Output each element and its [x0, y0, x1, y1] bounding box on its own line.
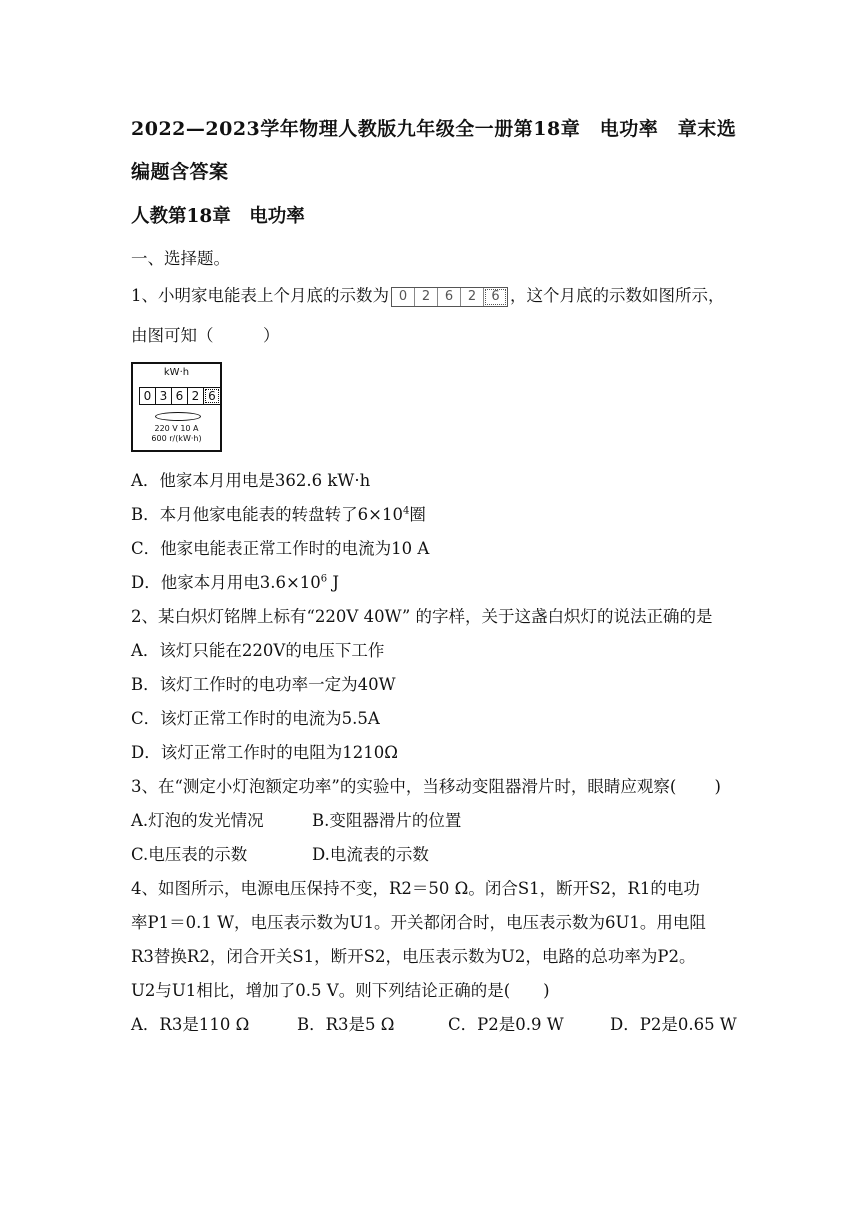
question-3-option-d: D.电流表的示数: [312, 845, 429, 864]
question-4-line3: R3替换R2，闭合开关S1，断开S2，电压表示数为U2，电路的总功率为P2。: [131, 947, 696, 966]
digit: 6: [485, 289, 506, 305]
last-month-reading: [391, 287, 508, 307]
question-3-option-b: B.变阻器滑片的位置: [312, 811, 462, 830]
question-3-options-ab: [131, 810, 461, 832]
meter-disk: [155, 412, 201, 421]
question-4-line1: 4、如图所示，电源电压保持不变，R2＝50 Ω。闭合S1，断开S2，R1的电功: [131, 879, 700, 898]
question-4-line2: 率P1＝0.1 W，电压表示数为U1。开关都闭合时，电压表示数为6U1。用电阻: [131, 913, 706, 932]
question-2-option-b: B．该灯工作时的电功率一定为40W: [131, 675, 396, 694]
question-4-option-c: C．P2是0.9 W: [448, 1015, 564, 1034]
question-4-option-d: D．P2是0.65 W: [610, 1015, 737, 1034]
question-1-option-b: B．本月他家电能表的转盘转了$6\times 10^4$圈: [131, 505, 426, 524]
meter-reading: [139, 387, 221, 405]
digit: 0: [140, 388, 156, 404]
question-4-options: [131, 1014, 737, 1036]
digit: 2: [415, 288, 438, 306]
question-1-option-c: C．他家电能表正常工作时的电流为10 A: [131, 539, 430, 558]
question-4-option-a: A．R3是110 Ω: [131, 1015, 250, 1034]
digit: 3: [156, 388, 172, 404]
question-4-option-b: B．R3是5 Ω: [297, 1015, 395, 1034]
question-1-line2: 由图可知（ ）: [131, 326, 280, 345]
digit: 2: [188, 388, 204, 404]
digit: 6: [172, 388, 188, 404]
document-title-line1: 2022—2023学年物理人教版九年级全一册第18章 电功率 章末选: [131, 118, 737, 140]
document-title-line2: 编题含答案: [131, 161, 229, 183]
part-heading: 一、选择题。: [131, 249, 230, 268]
question-2-option-d: D．该灯正常工作时的电阻为1210Ω: [131, 743, 398, 762]
section-title: 人教第18章 电功率: [131, 206, 305, 227]
question-1-text: 1、小明家电能表上个月底的示数为 0 2 6 2 6 ，这个月底的示数如图所示，: [131, 286, 725, 305]
question-3-option-c: C.电压表的示数: [131, 845, 248, 864]
digit: 2: [461, 288, 484, 306]
question-3-option-a: A.灯泡的发光情况: [131, 811, 264, 830]
digit: 6: [438, 288, 461, 306]
meter-unit: kW·h: [163, 367, 190, 378]
digit: 6: [205, 389, 219, 403]
question-4-line4: U2与U1相比，增加了0.5 V。则下列结论正确的是( ): [131, 981, 550, 1000]
question-1-option-d: D．他家本月用电$3.6\times 10^6$ J: [131, 573, 340, 592]
question-3-text: 3、在“测定小灯泡额定功率”的实验中，当移动变阻器滑片时，眼睛应观察( ): [131, 777, 721, 796]
electric-meter-figure: [131, 362, 222, 452]
meter-spec: 220 V 10 A 600 r/(kW·h): [151, 424, 202, 443]
question-1-option-a: A．他家本月用电是362.6 kW·h: [131, 471, 371, 490]
question-2-option-a: A．该灯只能在220V的电压下工作: [131, 641, 385, 660]
digit: 0: [392, 288, 415, 306]
question-3-options-cd: [131, 844, 429, 866]
question-2-option-c: C．该灯正常工作时的电流为5.5A: [131, 709, 380, 728]
question-2-text: 2、某白炽灯铭牌上标有“220V 40W” 的字样，关于这盏白炽灯的说法正确的是: [131, 607, 713, 626]
